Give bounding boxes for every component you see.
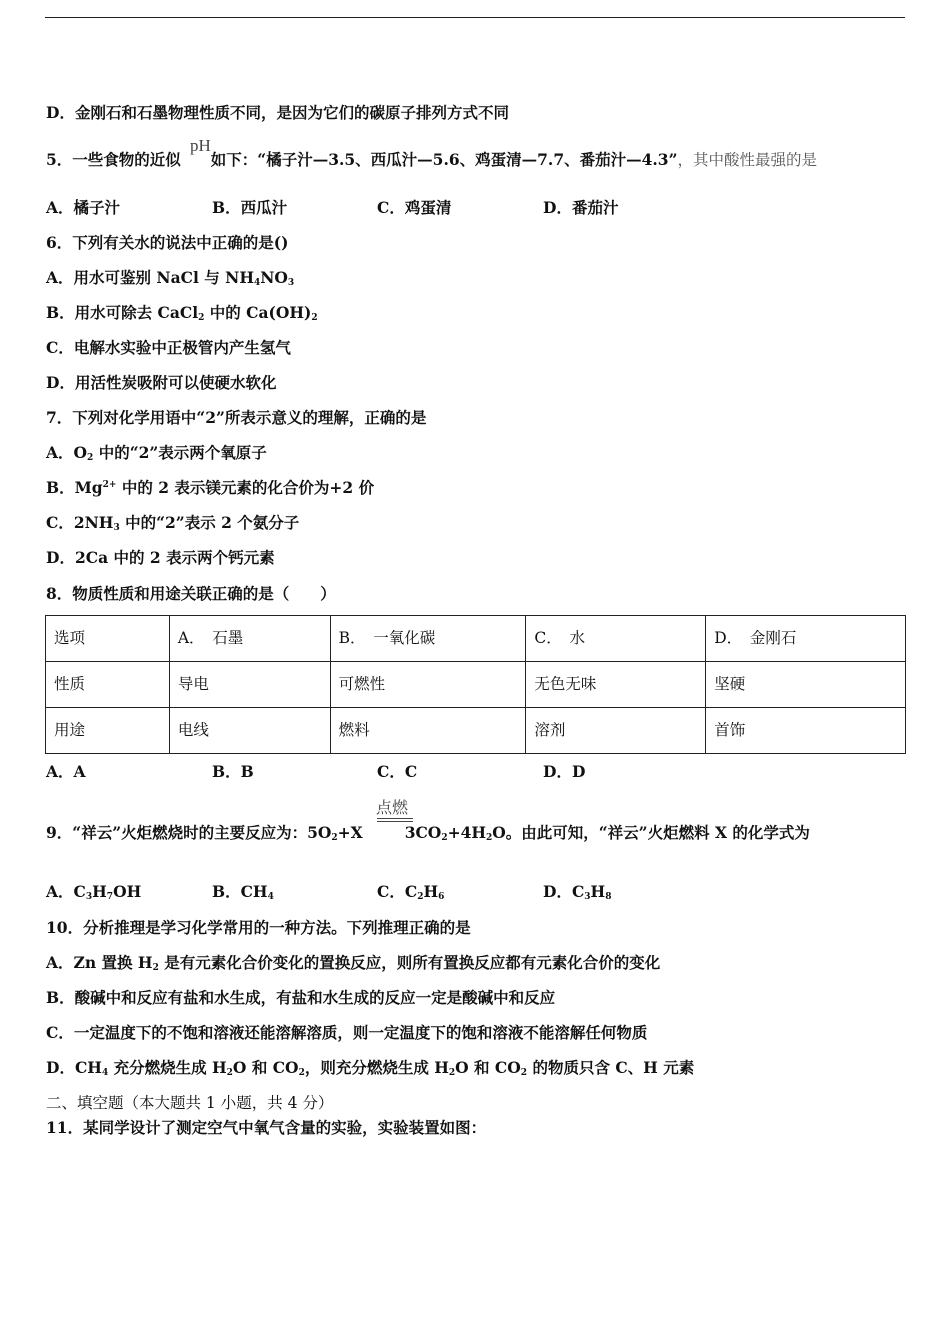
table-cell: D． 金刚石 [706, 616, 906, 662]
q7-option-d: D．2Ca 中的 2 表示两个钙元素 [46, 548, 275, 567]
q9-option-b: B．$CH_4$ [212, 882, 274, 902]
table-row [46, 616, 906, 662]
q9-reaction-condition: 点燃 [376, 798, 409, 817]
q6-option-a: A．用水可鉴别 NaCl 与 $NH_4NO_3$ [46, 268, 295, 288]
table-row [46, 662, 906, 708]
q10-stem: 10．分析推理是学习化学常用的一种方法。下列推理正确的是 [46, 918, 471, 937]
q7-option-a: A．$O_2$ 中的“2”表示两个氧原子 [46, 443, 267, 463]
q10-option-a: A．Zn 置换 $H_2$ 是有元素化合价变化的置换反应，则所有置换反应都有元素化合价的变化 [46, 953, 661, 973]
q5-option-d: D．番茄汁 [543, 198, 619, 217]
q8-stem: 8．物质性质和用途关联正确的是（ ） [46, 584, 336, 603]
q6-stem: 6．下列有关水的说法中正确的是() [46, 233, 289, 252]
q10-option-b: B．酸碱中和反应有盐和水生成，有盐和水生成的反应一定是酸碱中和反应 [46, 988, 556, 1007]
table-cell: 首饰 [706, 708, 906, 754]
table-cell: 溶剂 [526, 708, 706, 754]
table-cell: 电线 [169, 708, 330, 754]
q6-option-b: B．用水可除去 CaCl$_2$ 中的 $Ca(OH)_2$ [46, 303, 318, 323]
table-cell: 用途 [46, 708, 170, 754]
q10-option-d: D．$CH_4$ 充分燃烧生成 $H_2O$ 和 $CO_2$，则充分燃烧生成 $H_2O$ 和 $CO_2$ 的物质只含 C、H 元素 [46, 1058, 695, 1078]
q5-ph-label: pH [190, 136, 211, 155]
q7-option-b: B．$Mg^{2+}$ 中的 2 表示镁元素的化合价为+2 价 [46, 478, 375, 497]
table-cell: 可燃性 [330, 662, 526, 708]
table-cell: 性质 [46, 662, 170, 708]
q5-option-b: B．西瓜汁 [212, 198, 288, 217]
q8-option-c: C．C [377, 762, 418, 781]
q9-equation-bar [377, 818, 413, 819]
q9-equation-bar [377, 821, 413, 822]
q7-stem: 7．下列对化学用语中“2”所表示意义的理解，正确的是 [46, 408, 427, 427]
q9-option-c: C．$C_2H_6$ [377, 882, 445, 902]
q4-option-d: D．金刚石和石墨物理性质不同，是因为它们的碳原子排列方式不同 [46, 103, 509, 122]
table-cell: 无色无味 [526, 662, 706, 708]
q10-option-c: C．一定温度下的不饱和溶液还能溶解溶质，则一定温度下的饱和溶液不能溶解任何物质 [46, 1023, 648, 1042]
q6-option-d: D．用活性炭吸附可以使硬水软化 [46, 373, 277, 392]
table-cell: 燃料 [330, 708, 526, 754]
q9-option-a: A．$C_3H_7OH$ [46, 882, 142, 902]
q6-option-c: C．电解水实验中正极管内产生氢气 [46, 338, 291, 357]
section-heading: 二、填空题（本大题共 1 小题，共 4 分） [46, 1094, 334, 1112]
header-rule [45, 17, 905, 18]
q8-option-a: A．A [46, 762, 86, 781]
table-cell: A． 石墨 [169, 616, 330, 662]
q5-option-a: A．橘子汁 [46, 198, 121, 217]
q9-stem: 9．“祥云”火炬燃烧时的主要反应为：$5O_2+X$ $3CO_2+4H_2O$。由此可知，“祥云”火炬燃料 X 的化学式为 [46, 823, 810, 843]
q7-option-c: C．$2NH_3$ 中的“2”表示 2 个氨分子 [46, 513, 300, 533]
table-cell: 选项 [46, 616, 170, 662]
q8-option-d: D．D [543, 762, 586, 781]
q9-option-d: D．$C_3H_8$ [543, 882, 612, 902]
q11-stem: 11．某同学设计了测定空气中氧气含量的实验，实验装置如图： [46, 1118, 487, 1137]
table-cell: C． 水 [526, 616, 706, 662]
q8-table [45, 615, 906, 754]
table-cell: 坚硬 [706, 662, 906, 708]
q8-option-b: B．B [212, 762, 254, 781]
table-cell: B． 一氧化碳 [330, 616, 526, 662]
q5-option-c: C．鸡蛋清 [377, 198, 452, 217]
table-row [46, 708, 906, 754]
q5-stem: 5．一些食物的近似 如下：“橘子汁—3.5、西瓜汁—5.6、鸡蛋清—7.7、番茄汁—4.3”，其中酸性最强的是 [46, 150, 818, 169]
table-cell: 导电 [169, 662, 330, 708]
